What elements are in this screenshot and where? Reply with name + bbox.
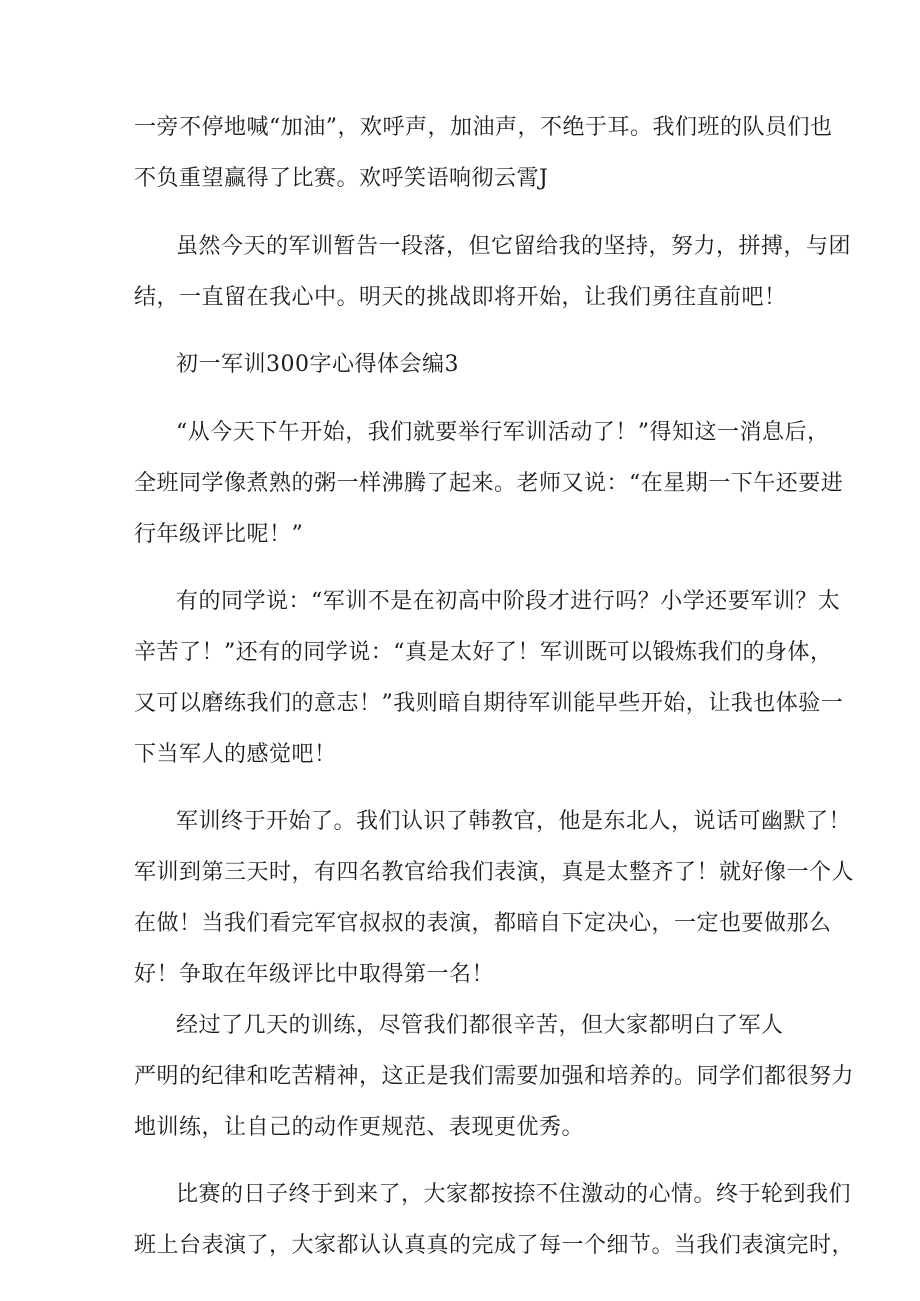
text-line-12: 下当军人的感觉吧！ xyxy=(134,742,337,767)
text-line-19: 地训练，让自己的动作更规范、表现更优秀。 xyxy=(134,1115,585,1140)
text-line-4: 结，一直留在我心中。明天的挑战即将开始，让我们勇往直前吧！ xyxy=(134,285,787,310)
text-line-16: 好！争取在年级评比中取得第一名！ xyxy=(134,962,495,987)
text-line-11: 又可以磨练我们的意志！”我则暗自期待军训能早些开始，让我也体验一 xyxy=(134,691,844,716)
text-line-1: 一旁不停地喊“加油”，欢呼声，加油声，不绝于耳。我们班的队员们也 xyxy=(134,115,833,140)
text-line-8: 行年级评比呢！” xyxy=(134,522,304,547)
text-line-21: 班上台表演了，大家都认认真真的完成了每一个细节。当我们表演完时， xyxy=(134,1233,855,1258)
section-heading: 初一军训300字心得体会编3 xyxy=(176,352,459,377)
text-line-17: 经过了几天的训练，尽管我们都很辛苦，但大家都明白了军人 xyxy=(176,1013,784,1038)
text-line-2: 不负重望赢得了比赛。欢呼笑语响彻云霄J xyxy=(134,166,549,191)
text-line-7: 全班同学像煮熟的粥一样沸腾了起来。老师又说：“在星期一下午还要进 xyxy=(134,471,844,496)
text-line-18: 严明的纪律和吃苦精神，这正是我们需要加强和培养的。同学们都很努力 xyxy=(134,1064,855,1089)
text-line-6: “从今天下午开始，我们就要举行军训活动了！”得知这一消息后， xyxy=(176,420,830,445)
text-line-13: 军训终于开始了。我们认识了韩教官，他是东北人，说话可幽默了！ xyxy=(176,809,852,834)
text-line-9: 有的同学说：“军训不是在初高中阶段才进行吗？小学还要军训？太 xyxy=(176,589,841,614)
text-line-3: 虽然今天的军训暂告一段落，但它留给我的坚持，努力，拼搏，与团 xyxy=(176,234,852,259)
text-line-14: 军训到第三天时，有四名教官给我们表演，真是太整齐了！就好像一个人 xyxy=(134,860,855,885)
text-line-15: 在做！当我们看完军官叔叔的表演，都暗自下定决心，一定也要做那么 xyxy=(134,911,832,936)
text-line-10: 辛苦了！”还有的同学说：“真是太好了！军训既可以锻炼我们的身体， xyxy=(134,640,833,665)
text-line-20: 比赛的日子终于到来了，大家都按捺不住激动的心情。终于轮到我们 xyxy=(176,1182,852,1207)
